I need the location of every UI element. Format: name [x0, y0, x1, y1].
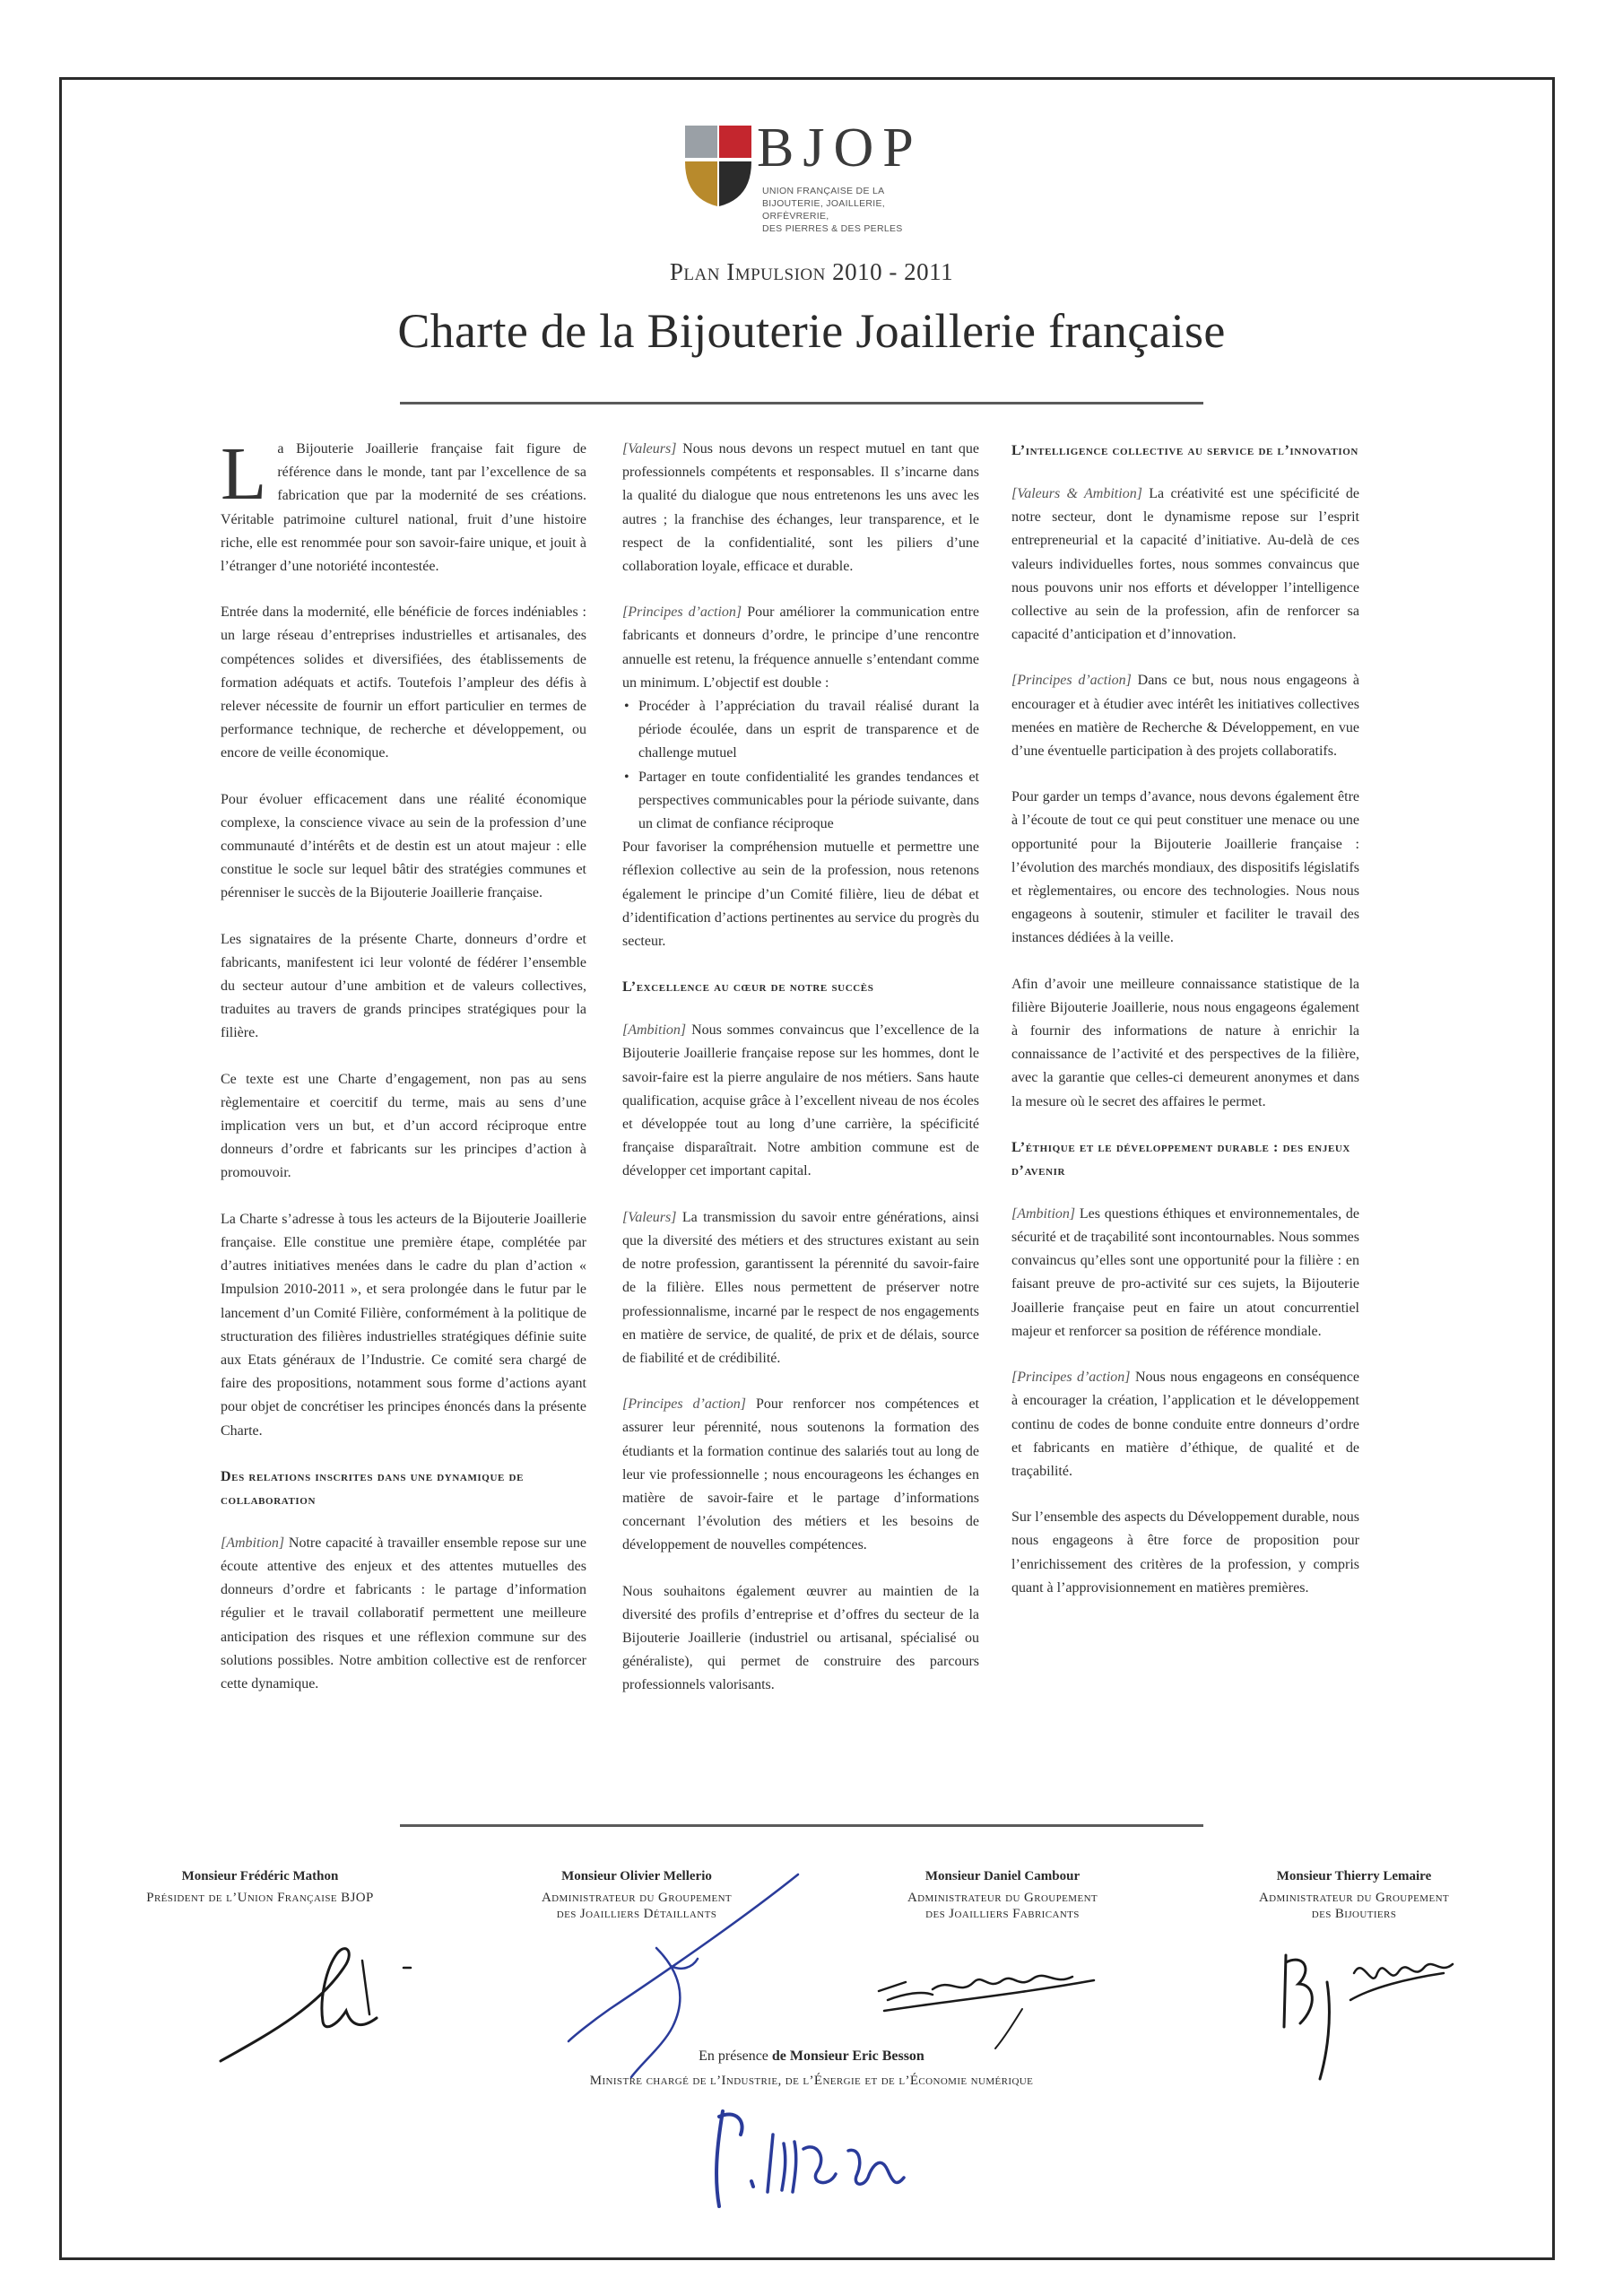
paragraph-text: Nous sommes convaincus que l’excellence de la Bijouterie Joaillerie française repose sur les hommes, dont le savoir-faire est la pierre angulaire de nos métiers. Sans haute qualification, acquise grâce à l’excellent niveau de nos écoles et développée tout au long d’une carrière, la spécificité française disparaîtrait. Notre ambition commune est de développer cet important capital.: [622, 1022, 979, 1179]
section-tag: [Ambition]: [622, 1022, 687, 1039]
paragraph-text: Pour améliorer la communication entre fabricants et donneurs d’ordre, le principe d’une rencontre annuelle est retenu, la fréquence annuelle s’entendant comme un minimum. L’objectif est double :: [622, 604, 980, 691]
paragraph: Pour évoluer efficacement dans une réalité économique complexe, la conscience vivace au sein de la profession d’une communauté d’intérêts et de destin est un atout majeur : elle constitue le socle sur lequel bâtir des stratégies communes et pérenniser le succès de la Bijouterie Joaillerie française.: [221, 791, 586, 901]
bjop-logo: [683, 117, 952, 234]
logo-subtitle: UNION FRANÇAISE DE LA BIJOUTERIE, JOAILLERIE, ORFÈVRERIE, DES PIERRES & DES PERLES: [762, 186, 903, 234]
paragraph: [1011, 1366, 1359, 1483]
list-item: • Partager en toute confidentialité les grandes tendances et perspectives communicables pour la période suivante, dans un climat de confiance réciproque: [638, 766, 979, 837]
section-tag: [Ambition]: [1011, 1205, 1076, 1222]
section-tag: [Valeurs]: [622, 1209, 677, 1225]
paragraph-text: Pour renforcer nos compétences et assurer leur pérennité, nous soutenons la formation des étudiants et la formation continue des salariés tout au long de leur vie professionnelle ; nous encourageons les échanges en matière de savoir-faire et le partage d’informations concernant l’évolution des métiers et les besoins de développement de nouvelles compétences.: [622, 1396, 980, 1553]
signatory-name: Monsieur Olivier Mellerio: [561, 1869, 712, 1883]
signatory-lemaire: [1219, 1867, 1488, 1922]
signature-cambour: [870, 1955, 1112, 2054]
section-heading: Des relations inscrites dans une dynamique de collaboration: [221, 1468, 525, 1508]
paragraph: [1011, 1203, 1359, 1344]
signatory-role: Administrateur du Groupement des Bijoutiers: [1258, 1891, 1450, 1921]
intro-paragraph: La Bijouterie Joaillerie française fait figure de référence dans le monde, tant par l’excellence de sa fabrication que par la modernité de ses créations. Véritable patrimoine culturel national, fruit d’une histoire riche, elle est renommée pour son savoir-faire unique, et jouit à l’étranger d’une notoriété incontestée.: [221, 432, 586, 575]
paragraph: Afin d’avoir une meilleure connaissance statistique de la filière Bijouterie Joaillerie, nous nous engageons également à fournir des informations de nature à enrichir la connaissance de l’activité et des perspectives de la filière, avec la garantie que celles-ci demeurent anonymes et dans la mesure où le secret des affaires le permet.: [1011, 976, 1359, 1109]
bjop-logo-mark-icon: [683, 124, 755, 210]
page-title: Charte de la Bijouterie Joaillerie française: [397, 304, 1226, 358]
section-tag: [Principes d’action]: [1011, 1370, 1131, 1386]
signatory-role: Administrateur du Groupement des Joailliers Fabricants: [907, 1891, 1098, 1921]
presence-name: de Monsieur Eric Besson: [771, 2048, 924, 2064]
signatory-name: Monsieur Frédéric Mathon: [181, 1869, 339, 1883]
section-heading: L’éthique et le développement durable : des enjeux d’avenir: [1011, 1139, 1350, 1178]
paragraph-text: Les questions éthiques et environnementales, de sécurité et de traçabilité sont incontournables. Nous sommes convaincus qu’elles sont une opportunité pour la filière : en faisant preuve de pro-activité sur ces sujets, la Bijouterie Joaillerie française peut en faire un atout concurrentiel majeur et renforcer sa position de référence mondiale.: [1011, 1205, 1359, 1339]
presence-line: [0, 2048, 1623, 2065]
paragraph-text: La créativité est une spécificité de notre secteur, dont le dynamisme repose sur l’esprit entrepreneurial et la capacité d’initiative. Au-delà de ces valeurs individuelles fortes, nous sommes convaincus que nous pouvons unir nos efforts et développer l’intelligence collective au sein de la profession, afin de renforcer sa capacité d’anticipation et d’innovation.: [1011, 486, 1360, 643]
section-heading: L’intelligence collective au service de l’innovation: [1011, 443, 1358, 458]
section-tag: [Principes d’action]: [1011, 673, 1132, 689]
paragraph: [1011, 483, 1359, 647]
text-column-2: [622, 438, 979, 1720]
paragraph: Pour garder un temps d’avance, nous devons également être à l’écoute de tout ce qui peut constituer une menace ou une opportunité pour la Bijouterie Joaillerie française : l’évolution des marchés mondiaux, des dispositifs législatifs et règlementaires, ou encore des technologies. Nous nous engageons à soutenir, stimuler et faciliter le travail des instances dédiées à la veille.: [1011, 789, 1359, 946]
signatory-role: Président de l’Union Française BJOP: [146, 1891, 374, 1905]
paragraph: [622, 1019, 979, 1183]
title-divider: [400, 402, 1203, 404]
paragraph: [221, 1532, 586, 1696]
signatory-name: Monsieur Daniel Cambour: [924, 1869, 1081, 1883]
paragraph: Sur l’ensemble des aspects du Développement durable, nous nous engageons à être force de proposition pour l’enrichissement des critères de la profession, y compris quant à l’approvisionnement en matières premières.: [1011, 1509, 1359, 1596]
paragraph: Entrée dans la modernité, elle bénéficie de forces indéniables : un large réseau d’entreprises industrielles et artisanales, des compétences solides et diversifiées, des établissements de formation adéquats et actifs. Toutefois l’ampleur des défis à relever nécessite de fournir un effort particulier en termes de performance technique, de recherche et développement, ou encore de veille économique.: [221, 604, 586, 761]
objectives-list: [622, 695, 979, 836]
paragraph: [622, 438, 979, 578]
section-tag: [Ambition]: [221, 1535, 285, 1551]
paragraph: [622, 1206, 979, 1370]
presence-lead: En présence: [699, 2048, 772, 2064]
section-tag: [Valeurs]: [622, 441, 677, 457]
section-tag: [Principes d’action]: [622, 1396, 747, 1413]
text-column-3: [1011, 438, 1359, 1622]
text-column-1: [221, 432, 586, 1718]
section-tag: [Principes d’action]: [622, 604, 742, 621]
signatory-role: Administrateur du Groupement des Joailliers Détaillants: [541, 1891, 733, 1921]
plan-heading: Plan Impulsion 2010 - 2011: [669, 258, 954, 285]
minister-title: Ministre chargé de l’Industrie, de l’Énergie et de l’Économie numérique: [589, 2074, 1034, 2088]
paragraph: Nous souhaitons également œuvrer au maintien de la diversité des profils d’entreprise et d’offres du secteur de la Bijouterie Joaillerie (industriel ou artisanal, spécialisé ou généraliste), qui permet de construire des parcours professionnels valorisants.: [622, 1583, 979, 1693]
paragraph-text: Nous nous devons un respect mutuel en tant que professionnels compétents et responsables. Il s’incarne dans la qualité du dialogue que nous entretenons les uns avec les autres ; la franchise des échanges, leur transparence, et le respect de la confidentialité, sont les piliers d’une collaboration loyale, efficace et durable.: [622, 441, 979, 575]
paragraph-text: Notre capacité à travailler ensemble repose sur une écoute attentive des enjeux et des attentes mutuelles des donneurs d’ordre et fabricants : le partage d’information régulier et le travail collaboratif permettent une meilleure anticipation des risques et une réflexion commune sur des solutions possibles. Notre ambition collective est de renforcer cette dynamique.: [221, 1535, 586, 1692]
signature-besson: [705, 2099, 920, 2215]
paragraph-text: Nous nous engageons en conséquence à encourager la création, l’application et le développement continu de codes de bonne conduite entre donneurs d’ordre et fabricants en matière d’éthique, de qualité et de traçabilité.: [1011, 1370, 1359, 1479]
paragraph: La Charte s’adresse à tous les acteurs de la Bijouterie Joaillerie française. Elle constitue une première étape, complétée par d’autres initiatives menées dans le cadre du plan d’action « Impulsion 2010-2011 », et sera prolongée dans le futur par le lancement d’un Comité Filière, conformément à la politique de structuration des filières industrielles stratégiques définie suite aux Etats généraux de l’Industrie. Ce comité sera chargé de faire des propositions, notamment sous forme d’actions ayant pour objet de concrétiser les principes énoncés dans la présente Charte.: [221, 1211, 586, 1439]
paragraph-text: La transmission du savoir entre générations, ainsi que la diversité des métiers et des structures existant au sein de notre profession, garantissent la pérennité du savoir-faire de la filière. Elles nous permettent de préserver notre professionnalisme, incarné par le respect de nos engagements en matière de service, de qualité, de prix et de délais, source de fiabilité et de crédibilité.: [622, 1209, 979, 1366]
paragraph: Les signataires de la présente Charte, donneurs d’ordre et fabricants, manifestent ici leur volonté de fédérer l’ensemble du secteur autour d’une ambition et de valeurs collectives, traduites au travers de grands principes stratégiques pour la filière.: [221, 931, 586, 1041]
signature-divider: [400, 1824, 1203, 1827]
signatory-cambour: [868, 1867, 1137, 1922]
signatory-name: Monsieur Thierry Lemaire: [1276, 1869, 1432, 1883]
paragraph: [622, 601, 979, 695]
list-item: • Procéder à l’appréciation du travail réalisé durant la période écoulée, dans un esprit de transparence et de challenge mutuel: [638, 695, 979, 766]
paragraph-text: Dans ce but, nous nous engageons à encourager et à étudier avec intérêt les initiatives collectives menées en matière de Recherche & Développement, en vue d’une éventuelle participation à des projets collaboratifs.: [1011, 673, 1360, 760]
paragraph: Pour favoriser la compréhension mutuelle et permettre une réflexion collective au sein de la profession, nous retenons également le principe d’un Comité filière, lieu de débat et d’identification d’actions pertinentes au service du progrès du secteur.: [622, 839, 979, 950]
paragraph: [622, 1393, 979, 1557]
signature-lemaire: [1273, 1937, 1480, 2090]
section-tag: [Valeurs & Ambition]: [1011, 486, 1142, 501]
section-heading: L’excellence au cœur de notre succès: [622, 979, 874, 996]
logo-wordmark: BJOP: [757, 117, 923, 178]
paragraph: Ce texte est une Charte d’engagement, non pas au sens règlementaire et coercitif du terme, mais au sens d’une implication vers un but, et d’un accord réciproque entre donneurs d’ordre et fabricants sur les principes d’action à promouvoir.: [221, 1071, 586, 1181]
paragraph: [1011, 669, 1359, 763]
signatory-mathon: [117, 1867, 404, 1906]
